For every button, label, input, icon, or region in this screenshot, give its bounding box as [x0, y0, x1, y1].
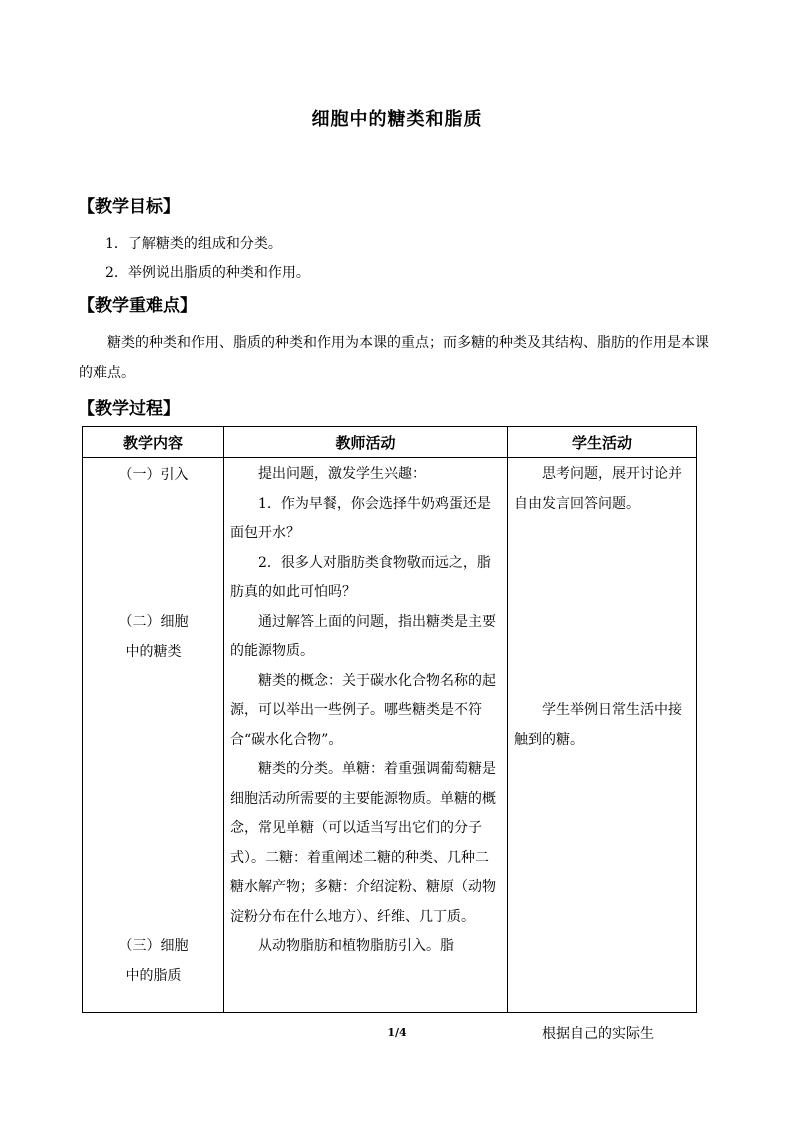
student-cell: [508, 458, 697, 1042]
teacher-paragraph: 糖类的概念：关于碳水化合物名称的起源，可以举出一些例子。哪些糖类是不符合“碳水化合物”。: [230, 672, 496, 748]
key-points-heading: 【教学重难点】: [78, 296, 197, 316]
header-content: 教学内容: [83, 427, 224, 458]
objective-item-2: 2．举例说出脂质的种类和作用。: [105, 265, 310, 281]
header-teacher: 教师活动: [224, 427, 508, 458]
teacher-paragraph: 2．很多人对脂肪类食物敬而远之，脂肪真的如此可怕吗？: [230, 554, 491, 600]
page-number: 1/4: [387, 1026, 407, 1039]
table-row: [83, 458, 697, 1013]
teacher-paragraph: 从动物脂肪和植物脂肪引入。脂: [258, 938, 454, 954]
process-heading: 【教学过程】: [78, 399, 180, 419]
teacher-paragraph: 1．作为早餐，你会选择牛奶鸡蛋还是面包开水？: [230, 495, 491, 541]
student-activity-1: 思考问题，展开讨论并自由发言回答问题。: [514, 466, 682, 512]
objective-item-1: 1．了解糖类的组成和分类。: [105, 236, 282, 252]
teacher-activities: [224, 458, 507, 962]
teacher-paragraph: 通过解答上面的问题，指出糖类是主要的能源物质。: [230, 613, 496, 659]
content-cell: [83, 458, 224, 1013]
key-points-text: 糖类的种类和作用、脂质的种类和作用为本课的重点；而多糖的种类及其结构、脂肪的作用是本课的难点。: [79, 335, 709, 381]
teacher-paragraph: 提出问题，激发学生兴趣：: [258, 466, 426, 482]
content-label-intro: （一）引入: [118, 467, 189, 483]
content-label-lipids: （三）细胞中的脂质: [118, 938, 189, 984]
student-activity-3: 根据自己的实际生: [542, 1026, 654, 1042]
document-title: 细胞中的糖类和脂质: [311, 109, 483, 130]
objectives-heading: 【教学目标】: [78, 197, 180, 217]
teacher-cell: [224, 458, 508, 1013]
student-activity-2: 学生举例日常生活中接触到的糖。: [514, 702, 682, 748]
table-header-row: [83, 427, 697, 458]
header-student: 学生活动: [508, 427, 697, 458]
content-label-sugars: （二）细胞中的糖类: [118, 614, 189, 660]
teacher-paragraph: 糖类的分类。单糖：着重强调葡萄糖是细胞活动所需要的主要能源物质。单糖的概念，常见单糖（可以适当写出它们的分子式）。二糖：着重阐述二糖的种类、几种二糖水解产物；多糖：介绍淀粉、糖原（动物淀粉分布在什么地方）、纤维、几丁质。: [230, 761, 496, 925]
